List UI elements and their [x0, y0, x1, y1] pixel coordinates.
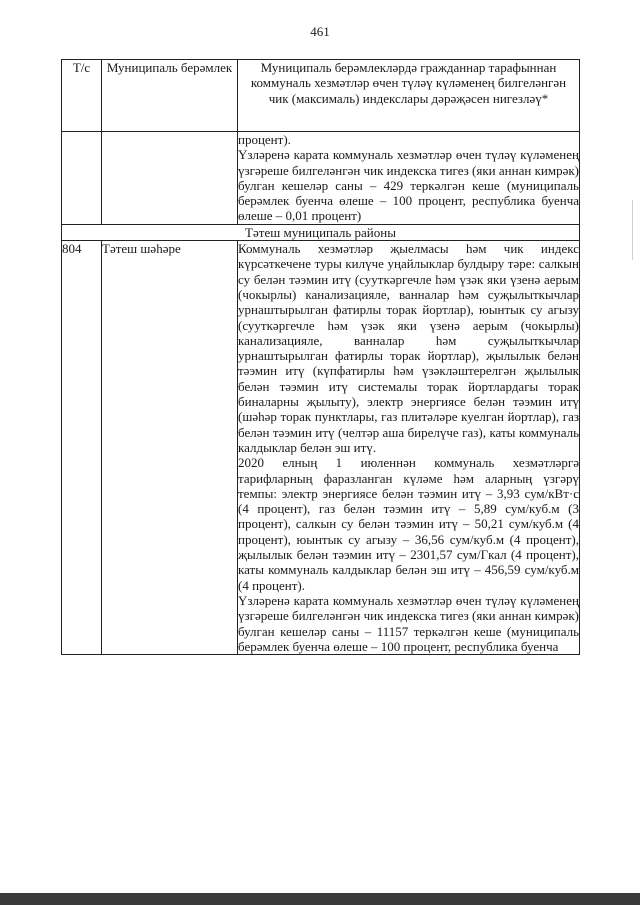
header-municipality-column: Муниципаль берәмлек	[102, 60, 238, 132]
row-justification-text	[238, 241, 580, 655]
row-municipality: Тәтеш шәһәре	[102, 241, 238, 655]
header-number-column: Т/с	[62, 60, 102, 132]
table-header-row	[62, 60, 580, 132]
table-row	[62, 241, 580, 655]
continuation-text-cell	[238, 132, 580, 225]
row-paragraph-2: 2020 елның 1 июленнән коммуналь хезмәтләргә тарифларның фаразланган күләме һәм аларның үзгәрү темпы: электр энергиясе белән тәэмин итү – 3,93 сум/кВт·с (4 процент), газ белән тәэмин итү – 5,89 сум/куб.м (3 процент), салкын су белән тәэмин итү – 50,21 сум/куб.м (4 процент), юынтык су агызу – 36,56 сум/куб.м (4 процент), җылылык белән тәэмин итү – 2301,57 сум/Гкал (4 процент), каты коммуналь калдыклар белән эш итү – 456,59 сум/куб.м (4 процент).	[238, 455, 579, 593]
section-title: Тәтеш муниципаль районы	[62, 224, 580, 240]
row-paragraph-1: Коммуналь хезмәтләр җыелмасы һәм чик индекс күрсәткечене туры килүче уңайлыклар булдыру тәре: салкын су белән тәэмин итү (сууткәргечле һәм үзәк яки үзенә аерым (чокырлы) канализацияле, ванналар һәм суҗылыткычлар урнаштырылган фатирлы торак йортлар), юынтык су агызу (сууткәргечле һәм үзәк яки үзенә аерым (чокырлы) канализацияле, ванналар һәм суҗылыткычлар урнаштырылган фатирлы торак йортлар), җылылык белән тәэмин итү (күпфатирлы һәм үзәкләштерелгән җылылык белән тәэмин итү системалы торак йортлардагы торак биналарны җылыту), электр энергиясе белән тәэмин итү (шәһәр торак пунктлары, газ плитәләре куелган йортлар), газ белән тәэмин итү (челтәр аша бирелүче газ), каты коммуналь калдыклар белән эш итү.	[238, 241, 579, 455]
section-row	[62, 224, 580, 240]
scan-edge-mark	[632, 200, 633, 260]
continuation-paragraph-2: Үзләренә карата коммуналь хезмәтләр өчен түләү күләменең үзгәреше билгеләнгән чик индекска тигез (яки аннан кимрәк) булган кешеләр саны – 429 теркәлгән кеше (муниципаль берәмлек буенча өлеше – 100 процент, республика буенча өлеше – 0,01 процент)	[238, 147, 579, 224]
scan-bottom-border	[0, 893, 640, 905]
header-justification-column: Муниципаль берәмлекләрдә гражданнар тарафыннан коммуналь хезмәтләр өчен түләү күләменең билгеләнгән чик (максималь) индекслары дәрәҗәсен нигезләү*	[238, 60, 580, 132]
continuation-row	[62, 132, 580, 225]
continuation-municipality-cell	[102, 132, 238, 225]
municipal-index-table	[61, 59, 580, 655]
continuation-number-cell	[62, 132, 102, 225]
row-paragraph-3: Үзләренә карата коммуналь хезмәтләр өчен түләү күләменең үзгәреше билгеләнгән чик индекска тигез (яки аннан кимрәк) булган кешеләр саны – 11157 теркәлгән кеше (муниципаль берәмлек буенча өлеше – 100 процент, республика буенча	[238, 592, 579, 654]
continuation-paragraph-end: процент).	[238, 132, 291, 147]
row-number: 804	[62, 241, 102, 655]
page-number: 461	[310, 24, 330, 39]
